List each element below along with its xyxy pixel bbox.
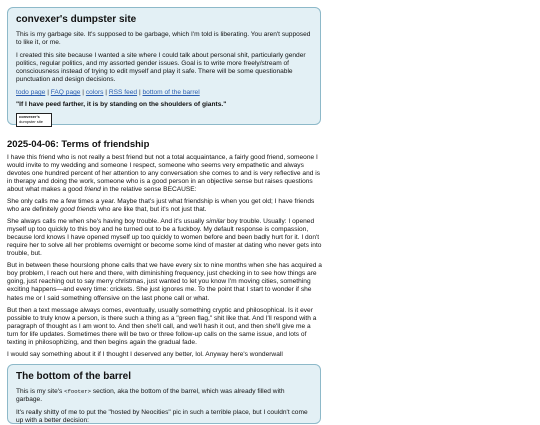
nav-links <box>16 89 312 96</box>
footer-title: The bottom of the barrel <box>16 371 131 382</box>
footer-line-2: It's really shitty of me to put the "hosted by Neocities" pic in such a terrible place, but I couldn't come up with a better decision: <box>16 409 308 425</box>
site-badge[interactable] <box>16 113 52 127</box>
site-header <box>7 7 321 125</box>
link-bottom-of-barrel[interactable]: bottom of the barrel <box>142 89 200 97</box>
post-paragraph-6: I would say something about it if I thought I deserved any better, lol. Anyway here's wonderwall <box>7 350 283 358</box>
footer-line-1: This is my site's <footer> section, aka the bottom of the barrel, which was already filled with garbage. <box>16 388 285 404</box>
link-separator: | <box>47 89 49 97</box>
link-separator: | <box>138 89 141 97</box>
link-todo-page[interactable]: todo page <box>16 89 46 97</box>
header-quote: "If I have peed farther, it is by standing on the shoulders of giants." <box>16 101 227 109</box>
post-paragraph-1: I have this friend who is not really a best friend but not a total acquaintance, a fairly good friend, someone I would invite to my wedding and someone I respect, someone who seems very empathetic and always devotes one hundred percent of her attention to any conversation she comes to and is very reflective and is in therapy and doing the work, someone who is a good person in an objective sense but raises questions about what makes a good friend in the relative sense BECAUSE: <box>7 154 321 194</box>
link-separator: | <box>82 89 85 97</box>
post-paragraph-2: She only calls me a few times a year. Maybe that's just what friendship is when you get old; I have friends who are definitely good friends who are like that, but it's not just that. <box>7 198 315 214</box>
link-separator: | <box>105 89 108 97</box>
post-paragraph-4: But in between these hourslong phone calls that we have every six to nine months when she has acquired a boy problem, I reach out here and there, with diminishing frequency, just checking in to see how things are going, just reaching out to say merry christmas, just wanted to let you know I'm moving cities, something exciting happens—and every time: crickets. She just ignores me. To the point that I start to wonder if she hates me or I said something offensive on the last phone call or what. <box>7 262 322 302</box>
blog-post <box>7 139 323 363</box>
footer-code: <footer> <box>64 388 92 395</box>
link-colors[interactable]: colors <box>85 89 104 97</box>
post-title: 2025-04-06: Terms of friendship <box>7 139 150 150</box>
post-paragraph-3: She always calls me when she's having boy trouble. And it's usually similar boy trouble. Usually: I opened myself up too quickly to this boy and he turned out to be a fuckboy. My default response is compassion, because lord knows I have opened myself up too quickly to women before and been badly hurt for it. I don't require her to solve all her problems overnight or become some kind of master at dating who never gets into trouble, but. <box>7 218 322 258</box>
link-rss-feed[interactable]: RSS feed <box>108 89 138 97</box>
site-footer <box>7 364 321 424</box>
site-title: convexer's dumpster site <box>16 14 137 25</box>
site-intro: This is my garbage site. It's supposed to be garbage, which I'm told is liberating. You aren't supposed to like it, or me. <box>16 31 311 47</box>
link-faq-page[interactable]: FAQ page <box>50 89 81 97</box>
site-purpose: I created this site because I wanted a site where I could talk about personal shit, particularly gender politics, regular politics, and my assorted gender issues. Goal is to write more freely/stream of consciousness instead of trying to edit myself and play it safe. There will be some questionable punctuation and design decisions. <box>16 52 306 84</box>
badge-line-2: dumpster site <box>19 118 44 124</box>
post-paragraph-5: But then a text message always comes, eventually, usually something cryptic and philosophical. Is it ever possible to truly know a person, is there such a thing as a "green flag," shit like that. And I'll respond with a paragraph of thought as I am wont to. And then she'll call, and we'll hash it out, and then she'll give me a turn for life updates. Sometimes there will be two or three follow-up calls on the same issue, and lots of texting in philosophizing, and then begins again the gradual fade. <box>7 306 317 346</box>
badge-line-1: convexer's <box>19 114 40 120</box>
